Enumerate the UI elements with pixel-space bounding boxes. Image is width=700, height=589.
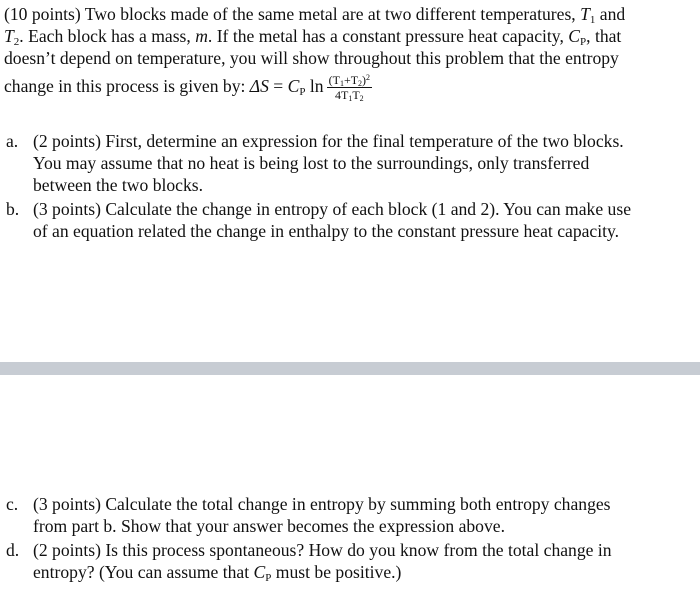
eq-cp: C	[287, 76, 300, 96]
subscript: 1	[339, 79, 344, 89]
part-text-line: (2 points) First, determine an expression for the final temperature of the two blocks.	[33, 131, 624, 151]
subscript: 2	[13, 36, 20, 48]
subscript: P	[265, 572, 272, 584]
intro-line-1	[4, 3, 696, 25]
den-part: 4T	[334, 88, 349, 103]
part-text-line: between the two blocks.	[33, 175, 204, 195]
var-mass: m	[195, 26, 208, 46]
intro-text: (10 points) Two blocks made of the same metal are at two different temperatures,	[4, 4, 581, 24]
part-text: must be positive.)	[271, 562, 402, 582]
subscript: 2	[358, 79, 363, 89]
part-text: entropy? (You can assume that	[33, 562, 254, 582]
intro-text: doesn’t depend on temperature, you will show throughout this problem that the entropy	[4, 48, 619, 68]
eq-ln: ln	[305, 76, 324, 96]
subscript: 1	[589, 14, 596, 26]
subscript: 1	[348, 94, 353, 104]
num-part: +T	[343, 73, 359, 88]
var-cp: C	[568, 26, 581, 46]
part-letter: b.	[6, 199, 20, 219]
section-divider	[0, 362, 700, 375]
problem-intro	[4, 3, 696, 103]
part-letter: c.	[6, 494, 19, 514]
part-c	[6, 493, 696, 537]
subscript: P	[580, 36, 587, 48]
intro-text: . Each block has a mass,	[19, 26, 196, 46]
intro-text: change in this process is given by:	[4, 76, 250, 96]
subscript: 2	[359, 94, 364, 104]
part-text-line: You may assume that no heat is being lost to the surroundings, only transferred	[33, 153, 590, 173]
num-part: )	[362, 73, 367, 88]
part-text-line: (2 points) Is this process spontaneous? How do you know from the total change in	[33, 540, 612, 560]
part-a	[6, 130, 696, 196]
part-text-line: (3 points) Calculate the total change in entropy by summing both entropy changes	[33, 494, 611, 514]
den-part: T	[352, 88, 360, 103]
intro-text: . If the metal has a constant pressure heat capacity,	[207, 26, 569, 46]
part-text-line: of an equation related the change in enthalpy to the constant pressure heat capacity.	[33, 221, 620, 241]
eq-denominator	[327, 88, 372, 102]
part-d	[6, 539, 696, 583]
subscript: P	[299, 86, 306, 98]
superscript: 2	[366, 73, 371, 83]
intro-line-2	[4, 25, 696, 47]
var-cp: C	[253, 562, 266, 582]
eq-delta-s: ΔS	[249, 76, 269, 96]
intro-text: and	[595, 4, 626, 24]
num-part: (T	[328, 73, 340, 88]
eq-numerator	[327, 73, 372, 88]
eq-fraction	[327, 73, 372, 102]
part-text-line	[33, 561, 696, 583]
var-t1: T	[580, 4, 590, 24]
eq-equals: =	[268, 76, 288, 96]
part-letter: a.	[6, 131, 19, 151]
part-text-line: (3 points) Calculate the change in entropy of each block (1 and 2). You can make use	[33, 199, 632, 219]
intro-line-3	[4, 47, 696, 69]
intro-text: , that	[586, 26, 622, 46]
var-t2: T	[4, 26, 14, 46]
part-text-line: from part b. Show that your answer becomes the expression above.	[33, 516, 505, 536]
part-letter: d.	[6, 540, 20, 560]
part-b	[6, 198, 696, 242]
intro-line-4-equation	[4, 69, 696, 103]
